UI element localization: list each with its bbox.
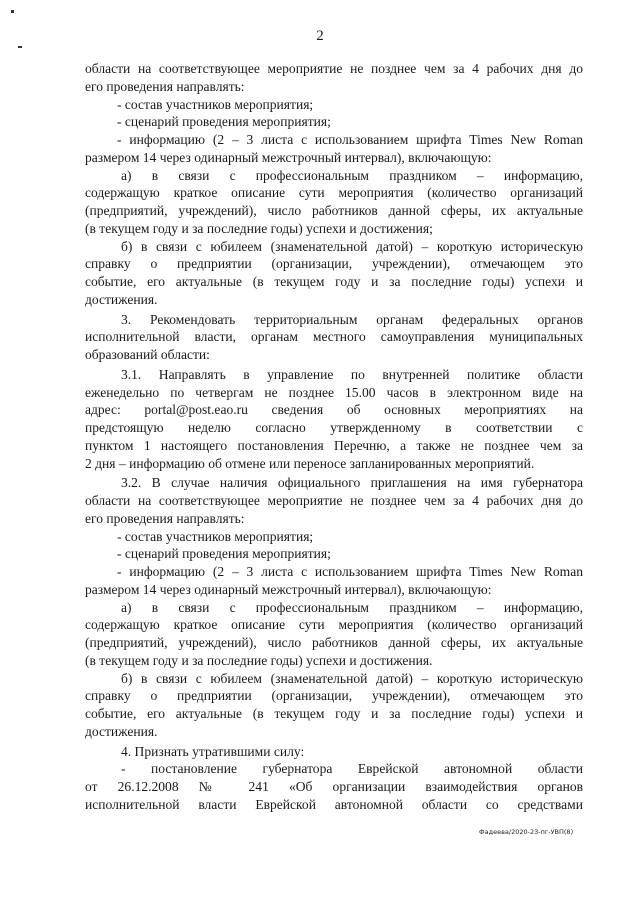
text-line: исполнительной власти, органам местного самоуправления муниципальных (85, 329, 583, 345)
text-line: (в текущем году и за последние годы) успехи и достижения. (85, 652, 433, 668)
text-line: пунктом 1 настоящего постановления Перечню, а также не позднее чем за (85, 437, 583, 453)
text-line: от 26.12.2008 № 241 «Об организации взаимодействия органов (85, 779, 583, 794)
text-line: размером 14 через одинарный межстрочный интервал), включающую: (85, 581, 492, 597)
text-line: событие, его актуальные (в текущем году и за последние годы) успехи и (85, 706, 583, 721)
text-line: содержащую краткое описание сути мероприятия (количество организаций (85, 617, 583, 633)
text-line: а) в связи с профессиональным праздником – информацию, (121, 167, 583, 183)
text-line: предстоящую неделю согласно утвержденному в соответствии с (85, 420, 583, 435)
text-line: 3.1. Направлять в управление по внутренней политике области (121, 366, 583, 382)
text-line: - сценарий проведения мероприятия; (117, 546, 331, 562)
text-line: (предприятий, учреждений), число работников данной сферы, их актуальные (85, 635, 583, 650)
text-line: событие, его актуальные (в текущем году и за последние годы) успехи и (85, 274, 583, 289)
text-line: его проведения направлять: (85, 510, 245, 526)
footer-document-code: Фадеева/2020-23-пг-УВП(8) (479, 828, 574, 836)
scan-mark-top (11, 10, 14, 13)
text-line: - состав участников мероприятия; (117, 96, 314, 112)
text-line: области на соответствующее мероприятие не позднее чем за 4 рабочих дня до (85, 61, 583, 76)
scan-mark-middle (18, 46, 22, 48)
text-line: еженедельно по четвергам не позднее 15.00 часов в электронном виде на (85, 384, 583, 400)
text-line: а) в связи с профессиональным праздником – информацию, (121, 599, 583, 615)
text-line: образований области: (85, 347, 210, 362)
text-line: справку о предприятии (организации, учреждении), отмечающем это (85, 256, 583, 272)
text-line: б) в связи с юбилеем (знаменательной датой) – короткую историческую (121, 238, 583, 254)
text-line: адрес: portal@post.eao.ru сведения об основных мероприятиях на (85, 402, 583, 418)
text-line: - сценарий проведения мероприятия; (117, 114, 331, 130)
text-line: 3.2. В случае наличия официального приглашения на имя губернатора (121, 475, 583, 491)
text-line: области на соответствующее мероприятие не позднее чем за 4 рабочих дня до (85, 493, 583, 508)
page-number: 2 (316, 28, 324, 44)
text-line: (предприятий, учреждений), число работников данной сферы, их актуальные (85, 203, 583, 218)
text-line: достижения. (85, 291, 158, 307)
text-line: справку о предприятии (организации, учреждении), отмечающем это (85, 688, 583, 704)
document-body (85, 60, 583, 814)
text-line: - состав участников мероприятия; (117, 528, 314, 544)
text-line: достижения. (85, 723, 158, 739)
text-line: 4. Признать утратившими силу: (121, 743, 305, 759)
text-line: размером 14 через одинарный межстрочный интервал), включающую: (85, 149, 492, 165)
text-line: - постановление губернатора Еврейской автономной области (121, 761, 583, 777)
text-line: 2 дня – информацию об отмене или переносе запланированных мероприятий. (85, 455, 535, 471)
text-line: содержащую краткое описание сути мероприятия (количество организаций (85, 185, 583, 201)
text-line: б) в связи с юбилеем (знаменательной датой) – короткую историческую (121, 670, 583, 686)
text-line: - информацию (2 – 3 листа с использованием шрифта Times New Roman (117, 132, 583, 147)
text-line: - информацию (2 – 3 листа с использованием шрифта Times New Roman (117, 564, 583, 579)
text-line: исполнительной власти Еврейской автономной области со средствами (85, 796, 583, 812)
text-line: 3. Рекомендовать территориальным органам федеральных органов (121, 311, 583, 327)
text-line: (в текущем году и за последние годы) успехи и достижения; (85, 220, 433, 236)
text-line: его проведения направлять: (85, 78, 245, 94)
